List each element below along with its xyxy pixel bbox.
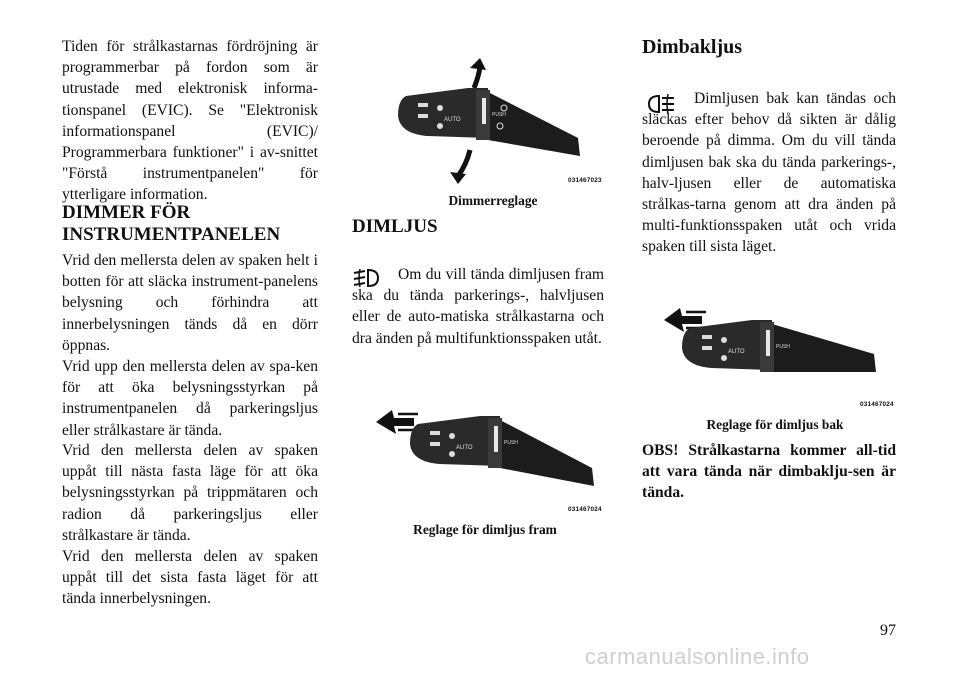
dimmer-paragraph-4: Vrid den mellersta delen av spaken uppåt till det sista fasta läget för att tända innerbelysningen. — [62, 548, 318, 608]
heading-line-2: INSTRUMENTPANELEN — [62, 224, 281, 246]
lever-auto-label: AUTO — [728, 349, 745, 355]
lever-push-label: PUSH — [504, 440, 518, 446]
heading-line-1: DIMMER FÖR — [62, 202, 191, 223]
intro-paragraph: Tiden för strålkastarnas fördröjning är programmerbar på fordon som är utrustade med elektronisk informa-tionspanel (EVIC). Se "Elektronisk informationspanel (EVIC)/ Programmerbara funktioner" i av-snittet "Förstå instrumentpanelen" för ytterligare information. — [62, 38, 318, 204]
lever-auto-label: AUTO — [456, 445, 473, 451]
front-fog-control-figure — [370, 404, 600, 502]
dimmer-paragraph-1: Vrid den mellersta delen av spaken helt i botten för att släcka instrument-panelens belysning och förhindra att innerbelysningen tänds då en dörr öppnas. — [62, 252, 318, 354]
fog-rear-text: Dimljusen bak kan tändas och släckas efter behov då sikten är dålig beroende på dimma. Om du vill tända dimljusen bak ska du tända parkerings-, halv-ljusen eller de automatiska strålkas-tarna genom att dra änden på multi-funktionsspaken utåt och vrida spaken till sista läget. — [642, 90, 896, 256]
section-heading-fog-rear: Dimbakljus — [642, 36, 743, 58]
dimmer-paragraph-3: Vrid den mellersta delen av spaken uppåt till nästa fasta läge för att öka belysningsstyrkan på trippmätaren och radion då parkeringsljus eller strålkastare är tända. — [62, 442, 318, 544]
lever-auto-label: AUTO — [444, 117, 461, 123]
lever-push-label: PUSH — [492, 112, 506, 118]
fog-front-text: Om du vill tända dimljusen fram ska du tända parkerings-, halvljusen eller de auto-matiska strålkastarna och dra änden på multifunktionsspaken utåt. — [352, 266, 604, 347]
section-heading-fog-front: DIMLJUS — [352, 216, 438, 237]
dimmer-paragraph-2: Vrid upp den mellersta delen av spa-ken för att öka belysningsstyrkan på instrumentpanelen då parkeringsljus eller strålkastare är tända. — [62, 358, 318, 439]
figure-2-caption: Reglage för dimljus fram — [413, 522, 557, 537]
figure-3-code: 031467024 — [860, 401, 894, 408]
rear-fog-control-figure — [660, 300, 890, 398]
figure-1-caption: Dimmerreglage — [448, 193, 538, 208]
section-heading-dimmer — [62, 202, 322, 247]
page-number: 97 — [880, 622, 896, 639]
figure-1-code: 031467023 — [568, 177, 602, 184]
pull-arrow-icon — [376, 410, 418, 434]
lever-push-label: PUSH — [776, 344, 790, 350]
note-obs: OBS! Strålkastarna kommer all-tid att vara tända när dimbaklju-sen är tända. — [642, 442, 896, 502]
figure-2-code: 031467024 — [568, 506, 602, 513]
figure-3-caption: Reglage för dimljus bak — [706, 417, 844, 432]
dimmer-control-figure — [388, 58, 593, 188]
watermark: carmanualsonline.info — [585, 644, 810, 669]
